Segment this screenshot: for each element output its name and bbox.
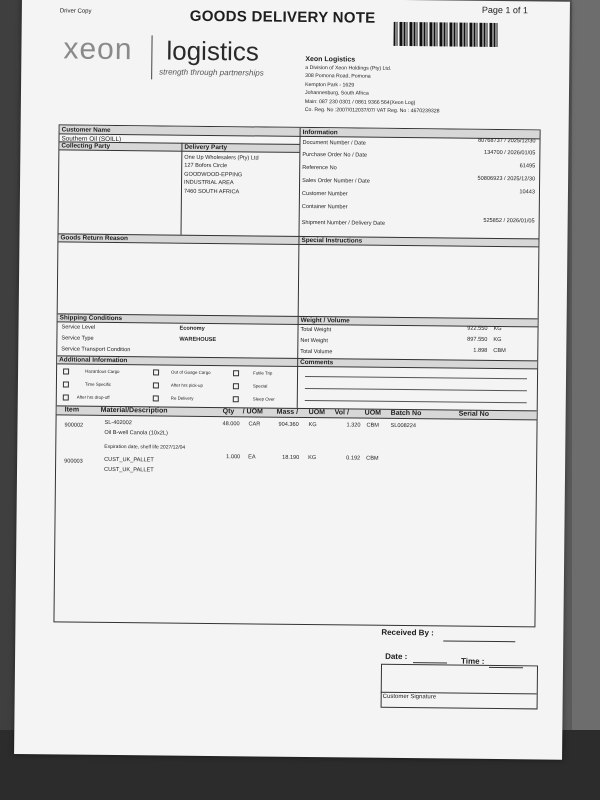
item-qty: 1.000 (226, 454, 241, 461)
checkbox[interactable] (233, 383, 239, 389)
company-line: Main: 087 230 0301 / 0861 9366 564(Xeon Log) (304, 98, 416, 106)
info-value: 80768737 / 2025/12/30 (477, 137, 536, 145)
date-label: Date : (385, 651, 408, 662)
checkbox[interactable] (153, 369, 159, 375)
goods-return-heading: Goods Return Reason (60, 234, 128, 243)
info-label: Sales Order Number / Date (302, 177, 370, 185)
info-label: Document Number / Date (302, 139, 366, 147)
col-uom3: UOM (364, 409, 382, 417)
page-indicator: Page 1 of 1 (481, 4, 528, 16)
checkbox-label: Hazardous Cargo (85, 368, 120, 375)
item-vol: 0.192 (346, 455, 361, 462)
col-qty: Qty (222, 408, 235, 416)
item-number: 900002 (64, 422, 84, 429)
background-right (572, 0, 600, 800)
checkbox[interactable] (63, 394, 69, 400)
delivery-line: 127 Bofors Circle (184, 163, 228, 170)
weight-value: 1.898 (473, 347, 488, 354)
company-line: Kempton Park - 1629 (305, 81, 355, 89)
col-mass: Mass / (276, 408, 299, 416)
item-material: SL-402002 (104, 419, 132, 427)
item-uom: EA (248, 454, 256, 461)
item-vol-uom: CBM (366, 422, 379, 429)
item-expiry: Expiration date, shelf life 2027/12/04 (104, 443, 186, 451)
col-serial: Serial No (458, 410, 490, 418)
collecting-party-label: Collecting Party (61, 142, 111, 150)
checkbox-label: Sleep Over (252, 396, 275, 402)
item-description: CUST_UK_PALLET (104, 466, 154, 474)
logo-divider (151, 35, 152, 79)
weight-label: Total Weight (300, 326, 332, 334)
checkbox[interactable] (153, 395, 159, 401)
delivery-party-label: Delivery Party (184, 143, 228, 152)
weight-unit: CBM (493, 347, 506, 355)
document-title: GOODS DELIVERY NOTE (189, 7, 376, 27)
shipping-value: Economy (179, 325, 205, 332)
customer-name-label: Customer Name (61, 126, 111, 134)
item-batch: SL008224 (390, 422, 417, 430)
copy-label: Driver Copy (59, 8, 92, 15)
info-label: Customer Number (301, 190, 348, 198)
col-material: Material/Description (100, 406, 168, 415)
info-value (435, 201, 535, 202)
comments-heading: Comments (300, 358, 334, 367)
info-value: 525852 / 2026/01/05 (483, 217, 535, 225)
checkbox-label: After hrs drop-off (76, 394, 110, 400)
additional-heading: Additional Information (59, 356, 128, 365)
checkbox-label: After hrs pick-up (170, 382, 203, 388)
delivery-line: One Up Wholesalers (Pty) Ltd (184, 154, 259, 162)
shipping-label: Service Transport Condition (61, 346, 131, 354)
customer-name: Southern Oil (SOILL) (61, 135, 122, 144)
company-line: 308 Pomona Road, Pomona (305, 73, 371, 81)
weight-value: 897.550 (467, 336, 488, 343)
shipping-label: Service Type (61, 335, 94, 342)
logo-xeon: xeon (63, 32, 133, 67)
item-mass-uom: KG (308, 422, 317, 429)
info-label: Reference No (302, 164, 337, 172)
item-uom: CAR (248, 421, 261, 428)
received-by-label: Received By : (381, 627, 434, 638)
checkbox-label: Special (252, 383, 268, 389)
delivery-note-sheet (14, 0, 570, 760)
weight-unit: KG (493, 325, 502, 333)
col-uom2: UOM (308, 409, 326, 417)
delivery-line: GOODWOOD-EPPING (184, 171, 243, 179)
company-line: Johannesburg, South Africa (304, 90, 369, 97)
logo-logistics: logistics (166, 35, 260, 67)
divider (181, 143, 183, 235)
time-label: Time : (461, 656, 485, 666)
weight-label: Total Volume (300, 348, 333, 356)
col-batch: Batch No (390, 409, 422, 418)
checkbox-label: Re Delivery (170, 395, 194, 401)
checkbox[interactable] (233, 396, 239, 402)
checkbox-label: Out of Guage Cargo (171, 369, 211, 375)
comment-line (305, 376, 527, 379)
checkbox-label: Futile Trip (253, 370, 273, 376)
weight-value: 922.550 (467, 325, 488, 332)
information-heading: Information (302, 128, 338, 137)
item-mass: 18.190 (282, 454, 300, 461)
comment-line (305, 388, 527, 391)
info-value: 50806923 / 2025/12/30 (477, 175, 536, 183)
delivery-line: INDUSTRIAL AREA (184, 179, 234, 187)
info-label: Purchase Order No / Date (302, 151, 368, 159)
company-address (305, 55, 536, 117)
company-name: Xeon Logistics (305, 55, 356, 64)
weight-unit: KG (493, 336, 502, 344)
received-by-line[interactable] (443, 640, 515, 642)
col-uom: / UOM (242, 408, 263, 416)
item-description: Oil B-well Canola (10x2L) (104, 429, 168, 437)
company-line: a Division of Xeon Holdings (Pty) Ltd. (305, 64, 392, 72)
checkbox-label: Time Specific (84, 381, 112, 387)
company-line: Co. Reg. No :2007/012037/07/ VAT Reg. No : 4670239328 (304, 106, 440, 115)
info-label: Container Number (301, 203, 348, 211)
item-number: 900003 (64, 458, 83, 465)
item-vol-uom: CBM (366, 455, 379, 462)
info-label: Shipment Number / Delivery Date (301, 219, 385, 227)
shipping-value: WAREHOUSE (179, 336, 217, 344)
shipping-heading: Shipping Conditions (59, 314, 123, 323)
info-value: 61495 (519, 163, 536, 170)
col-item: Item (64, 406, 80, 414)
delivery-line: 7460 SOUTH AFRICA (183, 188, 240, 195)
delivery-party-address (184, 154, 259, 197)
weight-heading: Weight / Volume (300, 316, 350, 325)
barcode (393, 22, 497, 47)
info-value: 134700 / 2026/01/05 (484, 149, 536, 157)
checkbox[interactable] (63, 368, 69, 374)
item-qty: 48.000 (222, 421, 240, 428)
logo-tagline: strength through partnerships (159, 67, 264, 78)
item-mass: 904.360 (278, 421, 299, 428)
signature-box[interactable] (381, 664, 538, 710)
weight-label: Net Weight (300, 337, 329, 345)
col-vol: Vol / (334, 409, 349, 417)
info-value: 10443 (519, 189, 536, 196)
special-instructions-heading: Special Instructions (301, 236, 363, 245)
item-vol: 1.320 (346, 422, 361, 429)
checkbox[interactable] (153, 382, 159, 388)
comment-line (305, 400, 527, 403)
shipping-label: Service Level (61, 324, 96, 331)
signature-label: Customer Signature (382, 693, 437, 701)
item-material: CUST_UK_PALLET (104, 456, 154, 464)
checkbox[interactable] (63, 381, 69, 387)
item-mass-uom: KG (308, 455, 317, 462)
checkbox[interactable] (233, 370, 239, 376)
form-frame (53, 124, 540, 627)
